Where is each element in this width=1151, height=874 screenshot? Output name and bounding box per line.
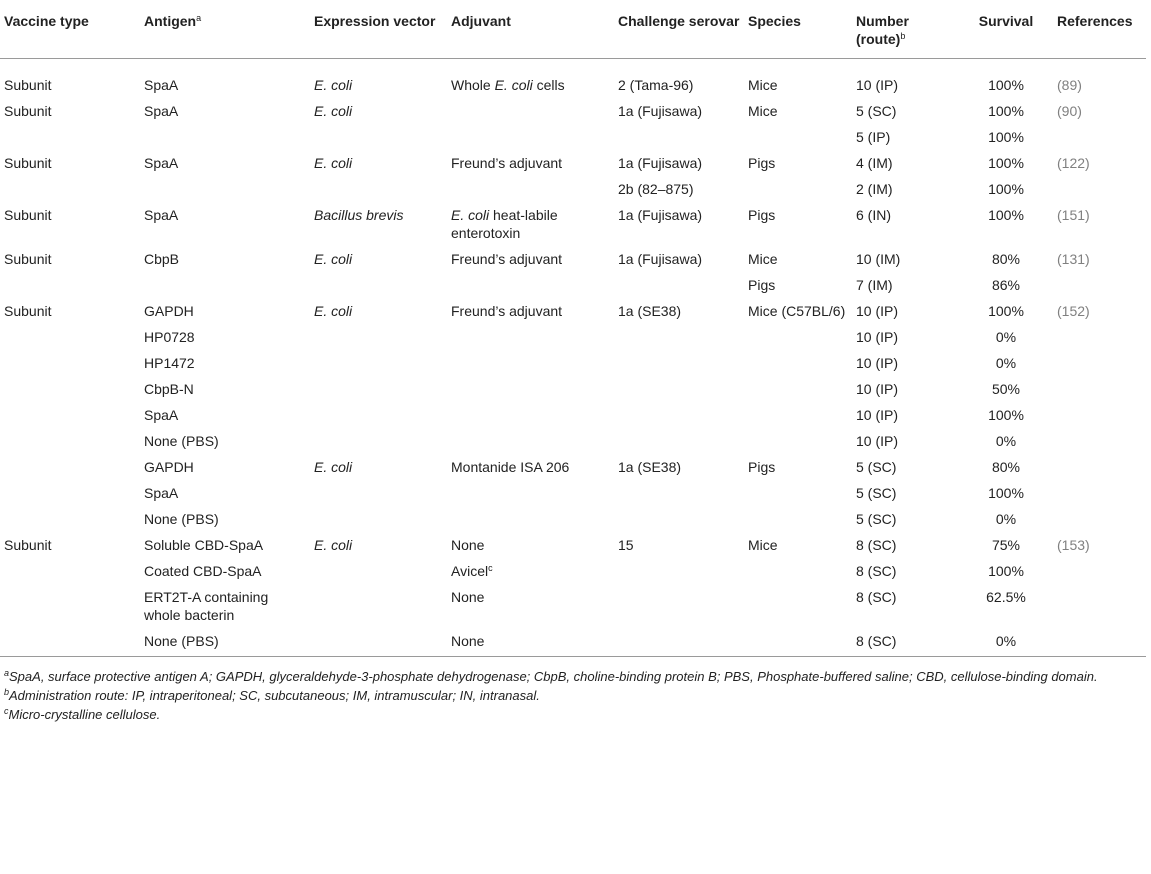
footnote-marker: c xyxy=(488,563,493,573)
cell-expression-vector xyxy=(310,429,447,455)
cell-antigen: Soluble CBD-SpaA xyxy=(144,537,264,553)
table-row xyxy=(0,203,1146,247)
cell-expression-vector xyxy=(310,481,447,507)
header-antigen: Antigen$^a$ xyxy=(140,0,310,59)
cell-reference xyxy=(1053,455,1146,481)
cell-number-route: 5 (SC) xyxy=(856,485,897,501)
cell-adjuvant: None xyxy=(451,589,485,605)
cell-number-route: 10 (IP) xyxy=(856,355,899,371)
header-number-route: Number (route)$^b$ xyxy=(852,0,959,59)
cell-species xyxy=(744,377,852,403)
cell-vaccine-type xyxy=(0,559,140,585)
cell-antigen: SpaA xyxy=(144,407,179,423)
cell-reference: (131) xyxy=(1057,251,1090,267)
cell-number-route: 10 (IP) xyxy=(856,381,899,397)
cell-expression-vector: E. coli xyxy=(314,303,353,319)
cell-expression-vector xyxy=(310,585,447,629)
cell-number-route: 5 (IP) xyxy=(856,129,891,145)
cell-reference xyxy=(1053,429,1146,455)
cell-adjuvant: E. coli heat-labile enterotoxin xyxy=(451,207,558,241)
table-row xyxy=(0,151,1146,177)
cell-survival: 100% xyxy=(988,77,1024,93)
cell-species xyxy=(744,585,852,629)
cell-species: Mice (C57BL/6) xyxy=(748,303,846,319)
cell-antigen: CbpB xyxy=(144,251,180,267)
cell-species: Pigs xyxy=(748,207,776,223)
cell-adjuvant: None xyxy=(451,537,485,553)
cell-expression-vector: E. coli xyxy=(314,459,353,475)
footnote-text: Administration route: IP, intraperitoneal; SC, subcutaneous; IM, intramuscular; IN, intranasal. xyxy=(9,688,540,703)
footnote-text: Micro-crystalline cellulose. xyxy=(8,707,161,722)
cell-species: Pigs xyxy=(748,459,776,475)
cell-vaccine-type xyxy=(0,177,140,203)
cell-number-route: 4 (IM) xyxy=(856,155,893,171)
cell-number-route: 10 (IP) xyxy=(856,329,899,345)
cell-challenge-serovar xyxy=(614,559,744,585)
cell-number-route: 10 (IP) xyxy=(856,77,899,93)
cell-vaccine-type xyxy=(0,585,140,629)
table-row xyxy=(0,629,1146,657)
cell-antigen: None (PBS) xyxy=(140,629,310,657)
cell-antigen: SpaA xyxy=(144,207,179,223)
cell-adjuvant: Freund’s adjuvant xyxy=(451,303,563,319)
cell-reference xyxy=(1053,377,1146,403)
table-row xyxy=(0,299,1146,325)
cell-challenge-serovar: 1a (Fujisawa) xyxy=(618,251,703,267)
cell-antigen: SpaA xyxy=(144,155,179,171)
cell-challenge-serovar xyxy=(614,325,744,351)
cell-number-route: 10 (IP) xyxy=(856,433,899,449)
cell-number-route: 5 (SC) xyxy=(856,511,897,527)
cell-antigen: GAPDH xyxy=(144,459,194,475)
cell-expression-vector xyxy=(310,629,447,657)
cell-expression-vector xyxy=(310,177,447,203)
cell-challenge-serovar: 1a (Fujisawa) xyxy=(618,155,703,171)
cell-adjuvant xyxy=(447,429,614,455)
cell-expression-vector xyxy=(310,351,447,377)
table-row xyxy=(0,377,1146,403)
footnote-marker: b xyxy=(4,687,10,697)
footnote-marker: a xyxy=(4,668,10,678)
cell-antigen: None (PBS) xyxy=(144,511,219,527)
cell-species: Mice xyxy=(748,103,778,119)
table-row xyxy=(0,585,1146,629)
cell-survival: 62.5% xyxy=(986,589,1026,605)
cell-challenge-serovar: 2b (82–875) xyxy=(618,181,694,197)
cell-challenge-serovar xyxy=(614,481,744,507)
cell-species: Mice xyxy=(748,77,778,93)
cell-vaccine-type xyxy=(0,273,140,299)
cell-number-route: 8 (SC) xyxy=(856,589,897,605)
cell-adjuvant xyxy=(447,507,614,533)
cell-survival: 86% xyxy=(991,277,1021,293)
header-row xyxy=(0,0,1146,59)
table-row xyxy=(0,403,1146,429)
cell-species: Pigs xyxy=(748,155,776,171)
cell-antigen: ERT2T-A containing whole bacterin xyxy=(144,589,269,623)
cell-survival: 75% xyxy=(991,537,1021,553)
cell-adjuvant xyxy=(447,125,614,151)
cell-vaccine-type: Subunit xyxy=(4,155,52,171)
cell-vaccine-type xyxy=(0,125,140,151)
header-challenge-serovar: Challenge serovar xyxy=(614,0,744,59)
header-references: References xyxy=(1053,0,1146,59)
table-row xyxy=(0,351,1146,377)
header-survival: Survival xyxy=(959,0,1053,59)
cell-vaccine-type: Subunit xyxy=(4,303,52,319)
cell-species xyxy=(744,507,852,533)
cell-reference xyxy=(1053,177,1146,203)
cell-challenge-serovar xyxy=(614,629,744,657)
header-vaccine-type: Vaccine type xyxy=(0,0,140,59)
cell-species xyxy=(744,429,852,455)
cell-reference xyxy=(1053,585,1146,629)
cell-expression-vector: E. coli xyxy=(314,77,353,93)
cell-reference xyxy=(1053,351,1146,377)
cell-vaccine-type: Subunit xyxy=(4,251,52,267)
cell-reference: (152) xyxy=(1057,303,1090,319)
table-header xyxy=(0,0,1146,59)
cell-species xyxy=(744,177,852,203)
cell-adjuvant: None xyxy=(447,629,614,657)
cell-reference: (90) xyxy=(1057,103,1082,119)
cell-vaccine-type xyxy=(0,455,140,481)
cell-adjuvant xyxy=(447,481,614,507)
cell-antigen: None (PBS) xyxy=(144,433,219,449)
cell-vaccine-type xyxy=(0,325,140,351)
cell-vaccine-type xyxy=(0,377,140,403)
cell-adjuvant xyxy=(447,351,614,377)
cell-adjuvant xyxy=(447,403,614,429)
cell-reference: (151) xyxy=(1057,207,1090,223)
cell-challenge-serovar xyxy=(614,125,744,151)
cell-species: Pigs xyxy=(748,277,776,293)
header-adjuvant: Adjuvant xyxy=(447,0,614,59)
cell-challenge-serovar xyxy=(614,585,744,629)
cell-challenge-serovar xyxy=(614,377,744,403)
footnote-marker: a xyxy=(196,13,202,23)
cell-challenge-serovar xyxy=(614,429,744,455)
cell-survival: 100% xyxy=(988,563,1024,579)
cell-vaccine-type xyxy=(0,507,140,533)
table-row xyxy=(0,455,1146,481)
cell-survival: 80% xyxy=(991,251,1021,267)
cell-expression-vector: Bacillus brevis xyxy=(314,207,404,223)
header-species: Species xyxy=(744,0,852,59)
cell-vaccine-type xyxy=(0,403,140,429)
cell-challenge-serovar xyxy=(614,403,744,429)
cell-reference xyxy=(1053,507,1146,533)
cell-adjuvant xyxy=(447,377,614,403)
table-body xyxy=(0,59,1146,657)
cell-antigen: Coated CBD-SpaA xyxy=(144,563,262,579)
cell-reference xyxy=(1053,273,1146,299)
cell-antigen xyxy=(140,177,310,203)
footnote xyxy=(0,705,1146,724)
cell-species xyxy=(744,125,852,151)
cell-expression-vector xyxy=(310,403,447,429)
cell-adjuvant: Freund’s adjuvant xyxy=(451,155,563,171)
cell-survival: 0% xyxy=(995,329,1017,345)
table-row xyxy=(0,99,1146,125)
table-row xyxy=(0,273,1146,299)
footnote-text: SpaA, surface protective antigen A; GAPDH, glyceraldehyde-3-phosphate dehydrogenase; CbpB, choline-binding protein B; PBS, Phosphate-buffered saline; CBD, cellulose-binding domain. xyxy=(9,669,1098,684)
cell-survival: 50% xyxy=(991,381,1021,397)
cell-expression-vector xyxy=(310,273,447,299)
cell-vaccine-type xyxy=(0,351,140,377)
cell-survival: 100% xyxy=(988,181,1024,197)
cell-challenge-serovar xyxy=(614,351,744,377)
cell-vaccine-type: Subunit xyxy=(4,207,52,223)
cell-species: Mice xyxy=(748,251,778,267)
cell-challenge-serovar xyxy=(614,507,744,533)
cell-species xyxy=(744,403,852,429)
table-row xyxy=(0,325,1146,351)
cell-survival: 100% xyxy=(988,155,1024,171)
cell-expression-vector: E. coli xyxy=(314,537,353,553)
table-row xyxy=(0,125,1146,151)
cell-species xyxy=(744,481,852,507)
cell-expression-vector xyxy=(310,377,447,403)
cell-survival: 100% xyxy=(988,303,1024,319)
cell-number-route: 10 (IM) xyxy=(856,251,901,267)
cell-adjuvant xyxy=(447,273,614,299)
cell-reference: (153) xyxy=(1057,537,1090,553)
cell-challenge-serovar: 1a (Fujisawa) xyxy=(618,207,703,223)
footnote-marker: c xyxy=(4,706,9,716)
table-row xyxy=(0,59,1146,100)
cell-survival: 100% xyxy=(988,103,1024,119)
cell-challenge-serovar: 2 (Tama-96) xyxy=(618,77,694,93)
cell-expression-vector: E. coli xyxy=(314,155,353,171)
cell-reference xyxy=(1053,559,1146,585)
cell-reference xyxy=(1053,629,1146,657)
cell-reference xyxy=(1053,125,1146,151)
cell-number-route: 8 (SC) xyxy=(856,537,897,553)
cell-survival: 0% xyxy=(959,629,1053,657)
cell-adjuvant xyxy=(447,177,614,203)
cell-vaccine-type: Subunit xyxy=(4,537,52,553)
table-row xyxy=(0,481,1146,507)
footnote-marker: b xyxy=(900,31,906,41)
cell-expression-vector xyxy=(310,559,447,585)
cell-survival: 0% xyxy=(995,511,1017,527)
cell-number-route: 10 (IP) xyxy=(856,407,899,423)
cell-vaccine-type xyxy=(0,429,140,455)
cell-survival: 0% xyxy=(995,355,1017,371)
cell-antigen: HP1472 xyxy=(144,355,195,371)
cell-species xyxy=(744,629,852,657)
cell-challenge-serovar: 15 xyxy=(618,537,634,553)
cell-antigen xyxy=(140,273,310,299)
cell-species xyxy=(744,351,852,377)
cell-reference xyxy=(1053,325,1146,351)
cell-species: Mice xyxy=(748,537,778,553)
cell-challenge-serovar: 1a (Fujisawa) xyxy=(618,103,703,119)
cell-reference: (122) xyxy=(1057,155,1090,171)
footnote xyxy=(0,667,1146,686)
cell-survival: 80% xyxy=(991,459,1021,475)
table-footnotes xyxy=(0,657,1151,724)
table-row xyxy=(0,507,1146,533)
cell-vaccine-type xyxy=(0,481,140,507)
cell-antigen: CbpB-N xyxy=(144,381,194,397)
table-row xyxy=(0,177,1146,203)
cell-species xyxy=(744,559,852,585)
cell-species xyxy=(744,325,852,351)
table-row xyxy=(0,559,1146,585)
cell-survival: 100% xyxy=(988,407,1024,423)
cell-vaccine-type xyxy=(0,629,140,657)
cell-number-route: 7 (IM) xyxy=(856,277,893,293)
cell-expression-vector: E. coli xyxy=(314,251,353,267)
cell-adjuvant: Montanide ISA 206 xyxy=(451,459,570,475)
cell-reference xyxy=(1053,481,1146,507)
table-row xyxy=(0,429,1146,455)
cell-adjuvant xyxy=(447,99,614,125)
cell-number-route: 8 (SC) xyxy=(856,563,897,579)
cell-adjuvant: Whole E. coli cells xyxy=(451,77,565,93)
cell-antigen: GAPDH xyxy=(144,303,194,319)
cell-number-route: 5 (SC) xyxy=(856,103,897,119)
footnote xyxy=(0,686,1146,705)
table-row xyxy=(0,533,1146,559)
cell-vaccine-type: Subunit xyxy=(4,103,52,119)
cell-adjuvant xyxy=(447,325,614,351)
cell-number-route: 8 (SC) xyxy=(852,629,959,657)
cell-number-route: 2 (IM) xyxy=(856,181,893,197)
cell-expression-vector xyxy=(310,125,447,151)
header-expression-vector: Expression vector xyxy=(310,0,447,59)
cell-survival: 100% xyxy=(988,129,1024,145)
cell-antigen: SpaA xyxy=(144,77,179,93)
cell-challenge-serovar xyxy=(614,273,744,299)
cell-survival: 100% xyxy=(988,485,1024,501)
cell-expression-vector: E. coli xyxy=(314,103,353,119)
table-row xyxy=(0,247,1146,273)
cell-vaccine-type: Subunit xyxy=(4,77,52,93)
cell-adjuvant: Freund’s adjuvant xyxy=(451,251,563,267)
cell-reference xyxy=(1053,403,1146,429)
cell-antigen: SpaA xyxy=(144,103,179,119)
cell-antigen: HP0728 xyxy=(144,329,195,345)
cell-adjuvant: Avicel$^c$ xyxy=(451,563,493,579)
cell-antigen xyxy=(140,125,310,151)
cell-survival: 0% xyxy=(995,433,1017,449)
cell-number-route: 5 (SC) xyxy=(856,459,897,475)
cell-reference: (89) xyxy=(1057,77,1082,93)
cell-challenge-serovar: 1a (SE38) xyxy=(618,459,682,475)
cell-expression-vector xyxy=(310,507,447,533)
cell-number-route: 6 (IN) xyxy=(856,207,891,223)
cell-survival: 100% xyxy=(988,207,1024,223)
cell-challenge-serovar: 1a (SE38) xyxy=(618,303,682,319)
cell-expression-vector xyxy=(310,325,447,351)
cell-number-route: 10 (IP) xyxy=(856,303,899,319)
cell-antigen: SpaA xyxy=(144,485,179,501)
